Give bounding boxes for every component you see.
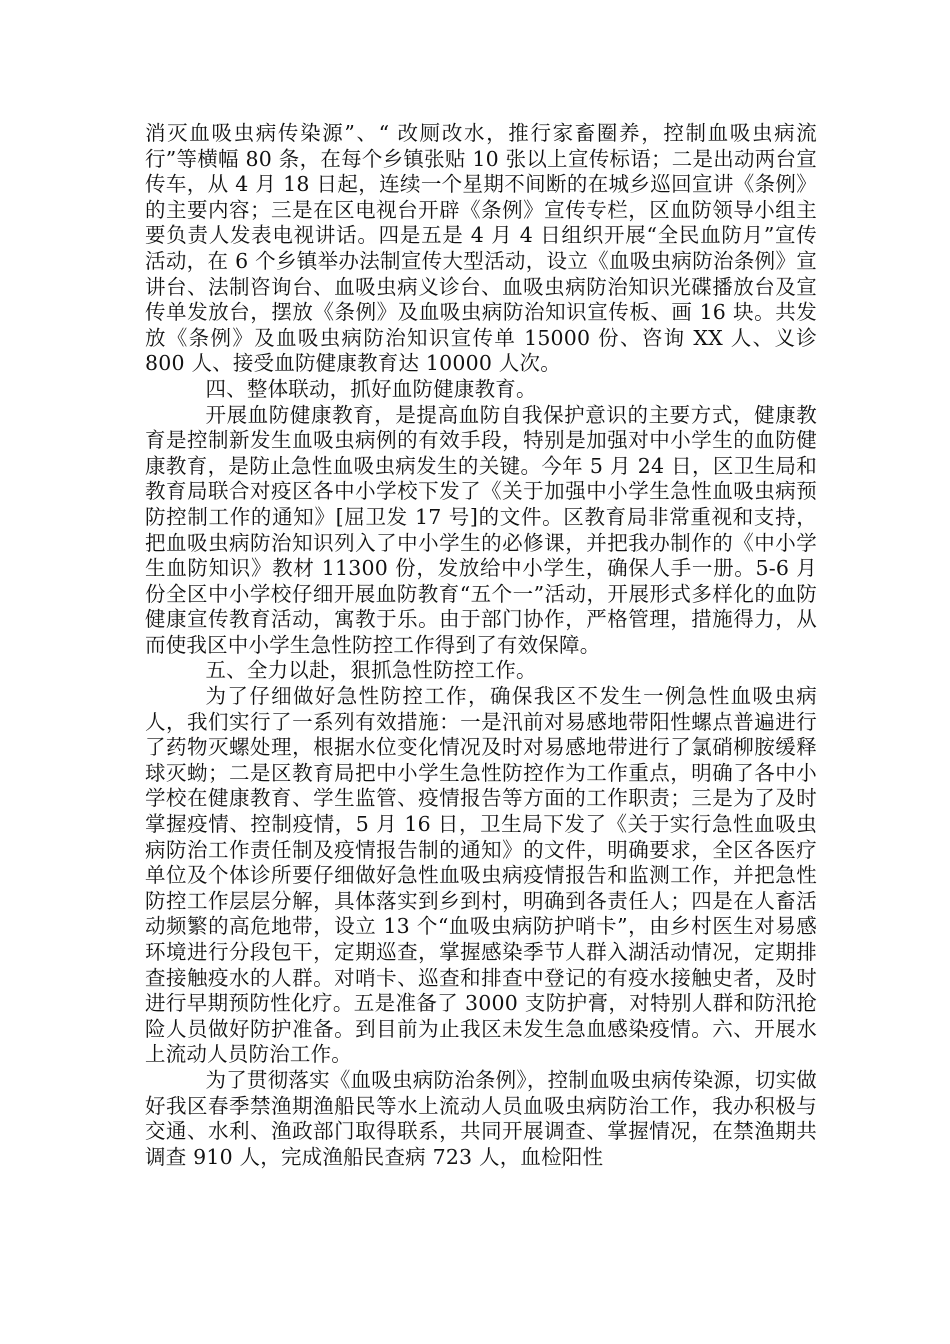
paragraph-health-education: 开展血防健康教育，是提高血防自我保护意识的主要方式，健康教育是控制新发生血吸虫病例的有效手段，特别是加强对中小学生的血防健康教育，是防止急性血吸虫病发生的关键。今年 5 月 24 日，区卫生局和教育局联合对疫区各中小学校下发了《关于加强中小学生急性血吸虫病预防控制工作的通知》[屈卫发 17 号]的文件。区教育局非常重视和支持，把血吸虫病防治知识列入了中小学生的必修课，并把我办制作的《中小学生血防知识》教材 11300 份，发放给中小学生，确保人手一册。5-6 月份全区中小学校仔细开展血防教育“五个一”活动，开展形式多样化的血防健康宣传教育活动，寓教于乐。由于部门协作，严格管理，措施得力，从而使我区中小学生急性防控工作得到了有效保障。 [145, 402, 817, 657]
section-heading-health-education: 四、整体联动，抓好血防健康教育。 [205, 376, 537, 401]
paragraph-mobile-population: 为了贯彻落实《血吸虫病防治条例》，控制血吸虫病传染源，切实做好我区春季禁渔期渔船民等水上流动人员血吸虫病防治工作，我办积极与交通、水利、渔政部门取得联系，共同开展调查、掌握情况，在禁渔期共调查 910 人，完成渔船民查病 723 人，血检阳性 [145, 1067, 817, 1169]
paragraph-publicity-activities: 消灭血吸虫病传染源”、“ 改厕改水，推行家畜圈养，控制血吸虫病流行”等横幅 80 条，在每个乡镇张贴 10 张以上宣传标语；二是出动两台宣传车，从 4 月 18 日起，连续一个星期不间断的在城乡巡回宣讲《条例》的主要内容；三是在区电视台开辟《条例》宣传专栏，区血防领导小组主要负责人发表电视讲话。四是五是 4 月 4 日组织开展“全民血防月”宣传活动，在 6 个乡镇举办法制宣传大型活动，设立《血吸虫病防治条例》宣讲台、法制咨询台、血吸虫病义诊台、血吸虫病防治知识光碟播放台及宣传单发放台，摆放《条例》及血吸虫病防治知识宣传板、画 16 块。共发放《条例》及血吸虫病防治知识宣传单 15000 份、咨询 XX 人、义诊 800 人、接受血防健康教育达 10000 人次。 [145, 121, 817, 376]
section-heading-acute-prevention: 五、全力以赴，狠抓急性防控工作。 [205, 658, 537, 683]
document-body [145, 121, 817, 1170]
paragraph-acute-prevention: 为了仔细做好急性防控工作，确保我区不发生一例急性血吸虫病人，我们实行了一系列有效措施：一是汛前对易感地带阳性螺点普遍进行了药物灭螺处理，根据水位变化情况及时对易感地带进行了氯硝柳胺缓释球灭蚴；二是区教育局把中小学生急性防控作为工作重点，明确了各中小学校在健康教育、学生监管、疫情报告等方面的工作职责；三是为了及时掌握疫情、控制疫情，5 月 16 日，卫生局下发了《关于实行急性血吸虫病防治工作责任制及疫情报告制的通知》的文件，明确要求，全区各医疗单位及个体诊所要仔细做好急性血吸虫病疫情报告和监测工作，并把急性防控工作层层分解，具体落实到乡到村，明确到各责任人；四是在人畜活动频繁的高危地带，设立 13 个“血吸虫病防护哨卡”，由乡村医生对易感环境进行分段包干，定期巡查，掌握感染季节人群入湖活动情况，定期排查接触疫水的人群。对哨卡、巡查和排查中登记的有疫水接触史者，及时进行早期预防性化疗。五是准备了 3000 支防护膏，对特别人群和防汛抢险人员做好防护准备。到目前为止我区未发生急血感染疫情。六、开展水上流动人员防治工作。 [145, 684, 817, 1067]
